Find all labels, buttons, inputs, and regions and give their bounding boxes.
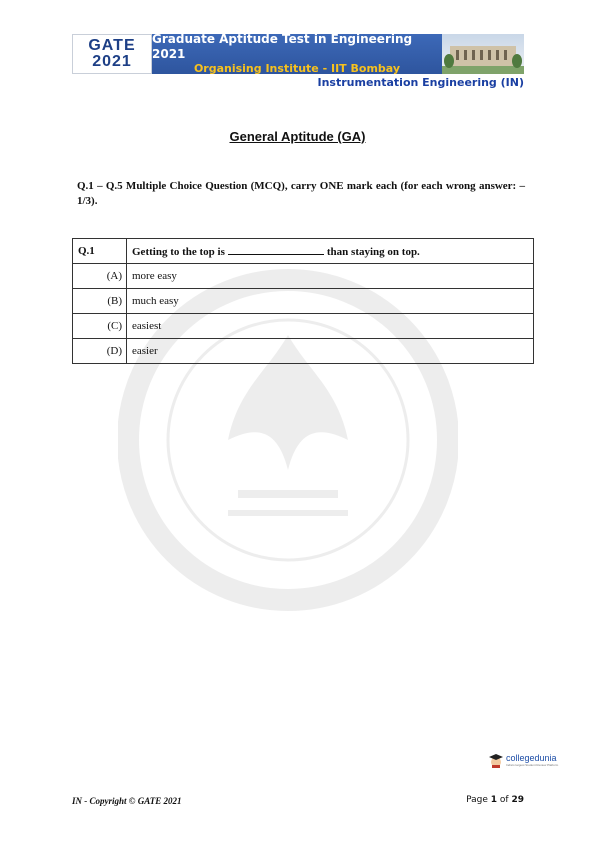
option-label: (D) [73,339,127,364]
collegedunia-name: collegedunia [506,752,557,763]
option-row [73,314,534,339]
banner-subtitle: Organising Institute - IIT Bombay [193,62,401,75]
question-stem [127,239,534,264]
page-number [466,795,524,805]
iit-building-image [442,34,524,74]
gate-logo-line2: 2021 [92,53,132,70]
gate-logo-line1: GATE [88,37,136,54]
option-text: much easy [127,289,534,314]
question-row [73,239,534,264]
page-prefix: Page [466,795,488,805]
collegedunia-tagline: India's largest Student Review Platform [506,762,559,767]
gate-header-banner [72,34,524,74]
option-label: (B) [73,289,127,314]
page-of: of [499,795,509,805]
option-text: easiest [127,314,534,339]
banner-title: Graduate Aptitude Test in Engineering 2021 [152,32,413,61]
gate-logo [72,34,152,74]
option-text: more easy [127,264,534,289]
paper-name: Instrumentation Engineering (IN) [317,76,524,89]
page-current: 1 [490,795,498,805]
option-row [73,264,534,289]
answer-blank [228,245,324,255]
section-instructions: Q.1 – Q.5 Multiple Choice Question (MCQ), carry ONE mark each (for each wrong answer: – 1/3). [77,180,525,207]
question-stem-before: Getting to the top is [132,245,225,258]
question-table [72,238,534,364]
page-total: 29 [511,795,524,805]
footer-copyright: IN - Copyright © GATE 2021 [72,796,182,806]
question-number: Q.1 [73,239,127,264]
option-label: (A) [73,264,127,289]
option-row [73,289,534,314]
option-label: (C) [73,314,127,339]
question-stem-after: than staying on top. [326,245,420,258]
option-text: easier [127,339,534,364]
option-row [73,339,534,364]
section-title: General Aptitude (GA) [229,129,366,144]
banner-text [152,34,442,74]
collegedunia-logo [488,752,558,768]
graduate-mascot-icon [488,752,504,768]
